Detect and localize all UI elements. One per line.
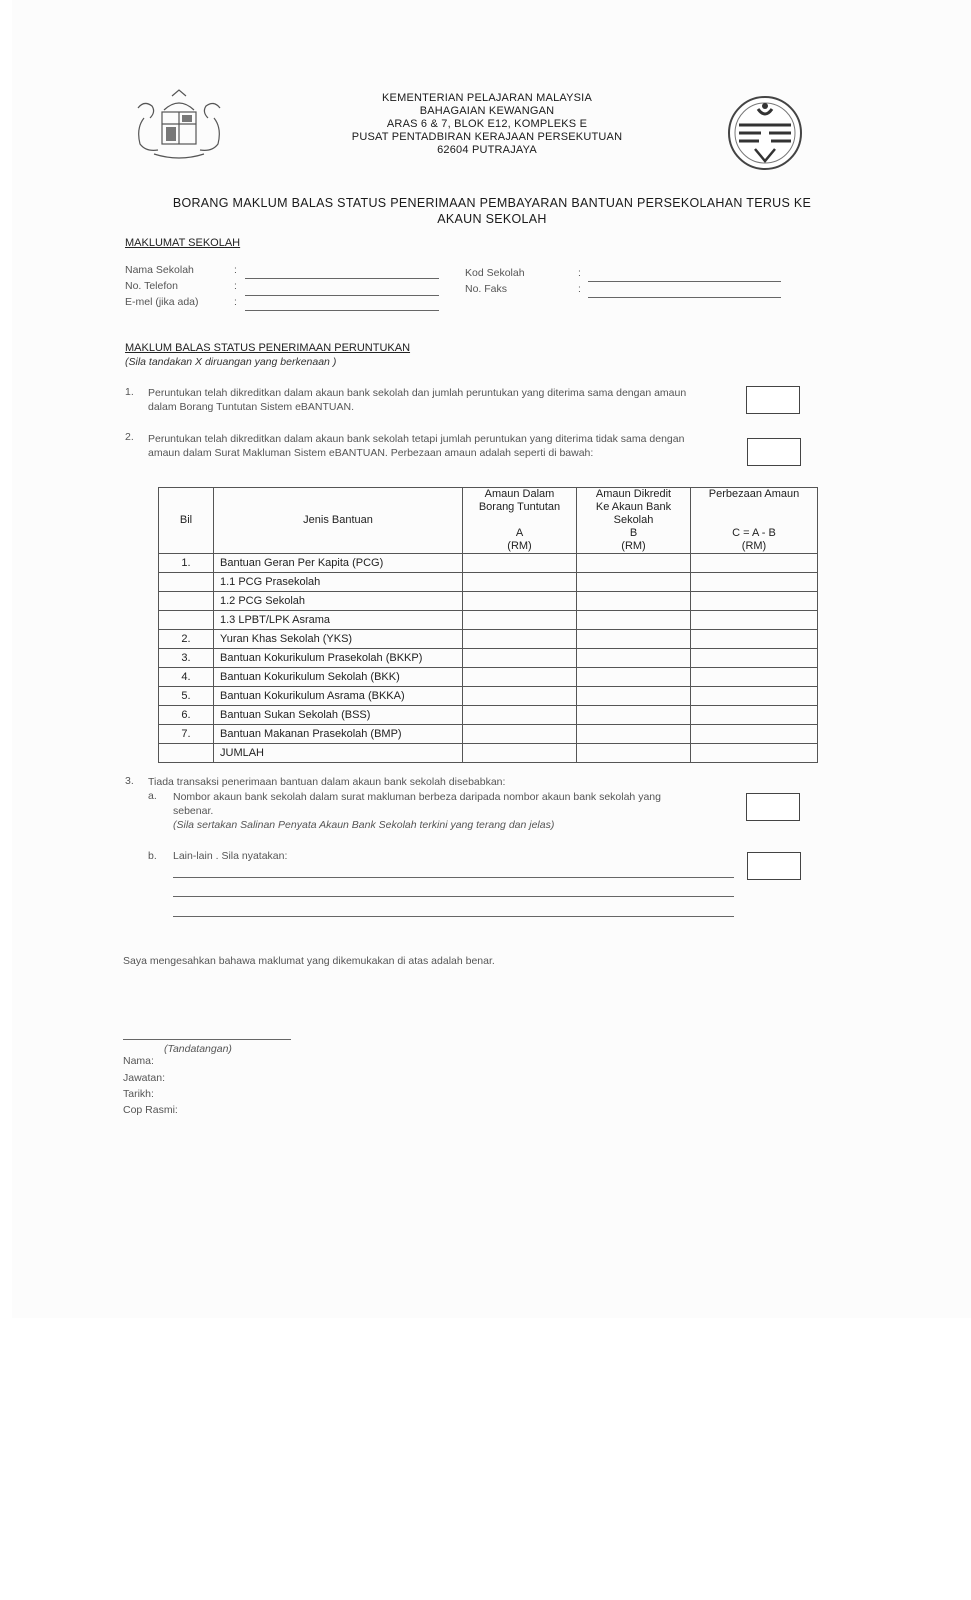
amount-a-cell[interactable] (463, 687, 577, 706)
label-jawatan: Jawatan: (123, 1072, 166, 1084)
table-row (159, 630, 818, 649)
field-no-telefon[interactable] (245, 295, 439, 296)
amount-a-cell[interactable] (463, 725, 577, 744)
row-jenis-bantuan: 1.2 PCG Sekolah (214, 592, 463, 611)
header-line-1: KEMENTERIAN PELAJARAN MALAYSIA (382, 92, 592, 104)
label-kod-sekolah: Kod Sekolah (465, 267, 525, 279)
difference-cell[interactable] (691, 649, 818, 668)
field-nama-sekolah[interactable] (245, 278, 439, 279)
col-c-code: C = A - B (732, 527, 776, 539)
row-jenis-bantuan: Yuran Khas Sekolah (YKS) (214, 630, 463, 649)
item1-line-1: Peruntukan telah dikreditkan dalam akaun bank sekolah dan jumlah peruntukan yang diterima sama dengan amaun (148, 387, 687, 399)
header-line-4: PUSAT PENTADBIRAN KERAJAAN PERSEKUTUAN (351, 131, 623, 143)
label-no-telefon: No. Telefon (125, 280, 178, 292)
amount-b-cell[interactable] (577, 668, 691, 687)
difference-cell[interactable] (691, 611, 818, 630)
label-tarikh: Tarikh: (123, 1088, 154, 1100)
label-cop-rasmi: Cop Rasmi: (123, 1104, 178, 1116)
col-c-unit: (RM) (741, 540, 767, 552)
col-b-title-2: Ke Akaun Bank (595, 501, 672, 513)
col-perbezaan (691, 488, 818, 554)
status-heading: MAKLUM BALAS STATUS PENERIMAAN PERUNTUKAN (125, 342, 411, 354)
signature-line[interactable] (123, 1039, 291, 1040)
form-title (142, 195, 842, 227)
table-row (159, 725, 818, 744)
col-a-unit: (RM) (507, 540, 532, 552)
amount-b-cell[interactable] (577, 554, 691, 573)
form-title-line-1: BORANG MAKLUM BALAS STATUS PENERIMAAN PEMBAYARAN BANTUAN PERSEKOLAHAN TERUS KE (172, 196, 812, 210)
item1-line-2: dalam Borang Tuntutan Sistem eBANTUAN. (148, 401, 355, 413)
table-row (159, 611, 818, 630)
scanned-page (12, 0, 971, 1318)
amount-a-cell[interactable] (463, 573, 577, 592)
difference-cell[interactable] (691, 592, 818, 611)
table-row (159, 744, 818, 763)
item2-number: 2. (125, 431, 134, 443)
item3a-checkbox[interactable] (746, 793, 800, 821)
table-row (159, 706, 818, 725)
amount-a-cell[interactable] (463, 649, 577, 668)
amount-a-cell[interactable] (463, 706, 577, 725)
amount-a-cell[interactable] (463, 592, 577, 611)
difference-cell[interactable] (691, 573, 818, 592)
item3-number: 3. (125, 775, 134, 787)
row-jenis-bantuan: Bantuan Geran Per Kapita (PCG) (214, 554, 463, 573)
col-a-title-2: Borang Tuntutan (478, 501, 561, 513)
sep-nama-sekolah: : (234, 264, 237, 276)
sep-no-telefon: : (234, 280, 237, 292)
amount-a-cell[interactable] (463, 611, 577, 630)
header-line-2: BAHAGAIAN KEWANGAN (419, 105, 555, 117)
amount-b-cell[interactable] (577, 744, 691, 763)
row-number: 1. (159, 554, 214, 573)
row-number: 6. (159, 706, 214, 725)
table-header-row (159, 488, 818, 554)
row-number (159, 573, 214, 592)
field-email[interactable] (245, 310, 439, 311)
item3a-note: (Sila sertakan Salinan Penyata Akaun Bank Sekolah terkini yang terang dan jelas) (173, 819, 555, 831)
label-email: E-mel (jika ada) (125, 296, 199, 308)
label-nama-sekolah: Nama Sekolah (125, 264, 194, 276)
row-number (159, 611, 214, 630)
row-number: 7. (159, 725, 214, 744)
col-c-title: Perbezaan Amaun (708, 488, 800, 500)
kpm-emblem-logo (725, 93, 805, 173)
difference-cell[interactable] (691, 554, 818, 573)
row-jenis-bantuan: 1.1 PCG Prasekolah (214, 573, 463, 592)
col-bil: Bil (159, 488, 214, 554)
item1-text (148, 386, 748, 414)
difference-cell[interactable] (691, 706, 818, 725)
row-number: 3. (159, 649, 214, 668)
row-number: 4. (159, 668, 214, 687)
item3b-checkbox[interactable] (747, 852, 801, 880)
col-a-code: A (515, 527, 524, 539)
difference-cell[interactable] (691, 744, 818, 763)
field-no-faks[interactable] (588, 297, 781, 298)
item3a-line-1: Nombor akaun bank sekolah dalam surat makluman berbeza daripada nombor akaun bank sekolah yang (173, 791, 661, 803)
col-b-code: B (629, 527, 638, 539)
amount-a-cell[interactable] (463, 630, 577, 649)
ministry-header (312, 92, 662, 157)
table-row (159, 668, 818, 687)
header-line-3: ARAS 6 & 7, BLOK E12, KOMPLEKS E (386, 118, 588, 130)
row-jenis-bantuan: Bantuan Sukan Sekolah (BSS) (214, 706, 463, 725)
item3a-letter: a. (148, 790, 157, 802)
amount-a-cell[interactable] (463, 554, 577, 573)
table-row (159, 573, 818, 592)
item2-line-2: amaun dalam Surat Makluman Sistem eBANTUAN. Perbezaan amaun adalah seperti di bawah: (148, 447, 594, 459)
amount-b-cell[interactable] (577, 592, 691, 611)
table-row (159, 687, 818, 706)
amount-b-cell[interactable] (577, 573, 691, 592)
sep-email: : (234, 296, 237, 308)
status-instruction: (Sila tandakan X diruangan yang berkenaan ) (125, 356, 337, 368)
difference-cell[interactable] (691, 630, 818, 649)
item1-checkbox[interactable] (746, 386, 800, 414)
row-number (159, 592, 214, 611)
item1-number: 1. (125, 386, 134, 398)
amount-b-cell[interactable] (577, 611, 691, 630)
item3b-text: Lain-lain . Sila nyatakan: (173, 850, 288, 862)
item3b-letter: b. (148, 850, 157, 862)
row-jenis-bantuan: Bantuan Kokurikulum Prasekolah (BKKP) (214, 649, 463, 668)
amount-b-cell[interactable] (577, 725, 691, 744)
row-number (159, 744, 214, 763)
row-number: 5. (159, 687, 214, 706)
label-no-faks: No. Faks (465, 283, 508, 295)
table-row (159, 649, 818, 668)
table-row (159, 592, 818, 611)
header-line-5: 62604 PUTRAJAYA (437, 144, 537, 156)
allocation-table (158, 487, 818, 763)
amount-b-cell[interactable] (577, 630, 691, 649)
row-jenis-bantuan: Bantuan Kokurikulum Asrama (BKKA) (214, 687, 463, 706)
label-nama: Nama: (123, 1055, 154, 1067)
row-number: 2. (159, 630, 214, 649)
item3-intro: Tiada transaksi penerimaan bantuan dalam akaun bank sekolah disebabkan: (148, 776, 506, 788)
item3b-line-2[interactable] (173, 896, 734, 897)
coat-of-arms-logo (124, 88, 234, 168)
amount-a-cell[interactable] (463, 744, 577, 763)
sep-no-faks: : (578, 283, 581, 295)
row-jenis-bantuan: 1.3 LPBT/LPK Asrama (214, 611, 463, 630)
school-info-heading: MAKLUMAT SEKOLAH (125, 237, 241, 249)
table-row (159, 554, 818, 573)
item2-line-1: Peruntukan telah dikreditkan dalam akaun bank sekolah tetapi jumlah peruntukan yang diterima tidak sama dengan (148, 433, 685, 445)
difference-cell[interactable] (691, 668, 818, 687)
col-jenis-bantuan: Jenis Bantuan (214, 488, 463, 554)
field-kod-sekolah[interactable] (588, 281, 781, 282)
form-title-line-2: AKAUN SEKOLAH (437, 212, 547, 226)
difference-cell[interactable] (691, 687, 818, 706)
col-amaun-b (577, 488, 691, 554)
col-b-title-1: Amaun Dikredit (595, 488, 672, 500)
difference-cell[interactable] (691, 725, 818, 744)
row-jenis-bantuan: Bantuan Makanan Prasekolah (BMP) (214, 725, 463, 744)
item3a-text (173, 790, 743, 832)
col-a-title-1: Amaun Dalam (484, 488, 555, 500)
col-b-title-3: Sekolah (613, 514, 654, 526)
item2-checkbox[interactable] (747, 438, 801, 466)
col-b-unit: (RM) (621, 540, 646, 552)
item3b-line-3[interactable] (173, 916, 734, 917)
item3b-line-1[interactable] (173, 877, 734, 878)
item3a-line-2: sebenar. (173, 805, 214, 817)
signature-caption: (Tandatangan) (164, 1043, 232, 1055)
amount-b-cell[interactable] (577, 706, 691, 725)
row-jenis-bantuan: Bantuan Kokurikulum Sekolah (BKK) (214, 668, 463, 687)
amount-b-cell[interactable] (577, 649, 691, 668)
amount-a-cell[interactable] (463, 668, 577, 687)
sep-kod-sekolah: : (578, 267, 581, 279)
confirmation-text: Saya mengesahkan bahawa maklumat yang dikemukakan di atas adalah benar. (123, 955, 495, 967)
col-amaun-a (463, 488, 577, 554)
row-jenis-bantuan: JUMLAH (214, 744, 463, 763)
amount-b-cell[interactable] (577, 687, 691, 706)
item2-text (148, 432, 748, 460)
